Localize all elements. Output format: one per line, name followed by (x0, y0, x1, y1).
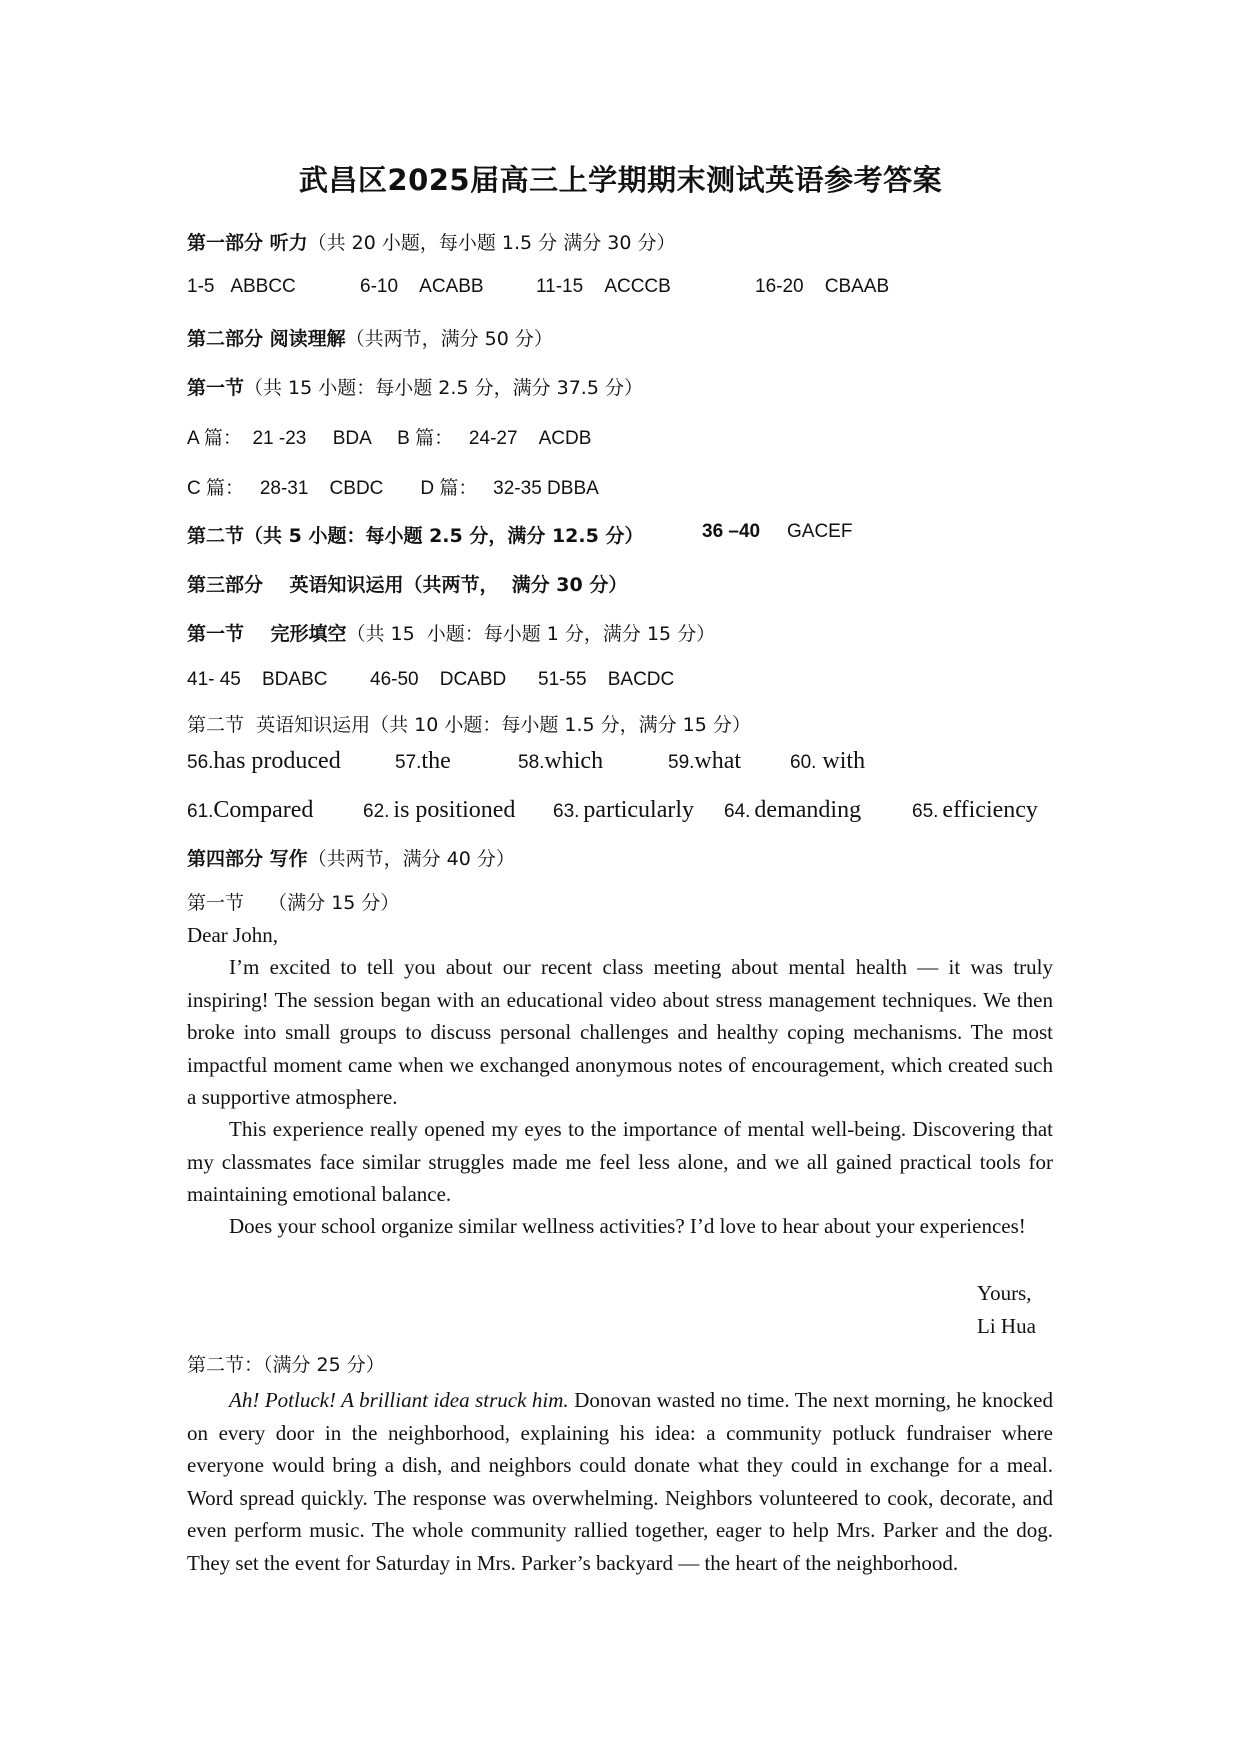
part4-sec2-heading: 第二节：（满分 25 分） (187, 1354, 385, 1376)
reading-answers-row2: C 篇： 28-31 CBDC D 篇： 32-35 DBBA (187, 478, 599, 499)
blank-answer: 57.the (395, 748, 451, 774)
letter-paragraph-1: I’m excited to tell you about our recent class meeting about mental health — it was truly inspiring! The session began with an educational video about stress management techniques. We then broke into small groups to discuss personal challenges and healthy coping mechanisms. The most impactful moment came when we exchanged anonymous notes of encouragement, which created such a supportive atmosphere. (187, 955, 1053, 1109)
blank-answer: 59.what (668, 748, 742, 774)
story-paragraph (187, 1384, 1053, 1579)
blank-answer: 58.which (518, 748, 604, 774)
part2-sec2-line (187, 521, 853, 548)
blank-answer: 61.Compared (187, 797, 314, 823)
letter-paragraph-3: Does your school organize similar wellness activities? I’d love to hear about your experiences! (229, 1214, 1026, 1238)
part3-sec1-note: （共 15 小题：每小题 1 分，满分 15 分） (346, 623, 716, 645)
part4-sec1-heading: 第一节 （满分 15 分） (187, 892, 400, 914)
part3-heading: 第三部分 英语知识运用（共两节， 满分 30 分） (187, 574, 628, 596)
answer-group: 51-55 BACDC (538, 669, 675, 690)
answer-group: 46-50 DCABD (370, 669, 507, 690)
letter-paragraph-2: This experience really opened my eyes to the importance of mental well-being. Discovering that my classmates face similar struggles made me feel less alone, and we all gained practical tools for maintaining emotional balance. (187, 1117, 1053, 1206)
page-title: 武昌区2025届高三上学期期末测试英语参考答案 (298, 163, 943, 197)
part2-heading: 第二部分 阅读理解 (187, 328, 346, 350)
part2-heading-line (187, 324, 553, 351)
part4-heading: 第四部分 写作 (187, 848, 308, 870)
reading-answers-row1: A 篇： 21 -23 BDA B 篇： 24-27 ACDB (187, 428, 592, 449)
answer-group: 6-10 ACABB (360, 276, 484, 297)
part2-sec1-note: （共 15 小题：每小题 2.5 分，满分 37.5 分） (244, 377, 643, 399)
blank-answer: 62. is positioned (363, 797, 516, 823)
letter-greeting: Dear John, (187, 923, 278, 947)
part2-sec1-heading: 第一节 (187, 377, 245, 399)
part2-note: （共两节，满分 50 分） (345, 328, 553, 350)
part4-heading-line (187, 844, 515, 871)
answer-group: 41- 45 BDABC (187, 669, 328, 690)
blank-answer: 60. with (790, 748, 866, 774)
blank-answer: 64. demanding (724, 797, 862, 823)
letter-signature: Li Hua (977, 1314, 1036, 1338)
answer-group: 11-15 ACCCB (536, 276, 671, 297)
part2-sec1-line (187, 373, 643, 400)
blank-answer: 56.has produced (187, 748, 341, 774)
part3-sec1-heading: 第一节 完形填空 (187, 623, 347, 645)
blank-answer: 65. efficiency (912, 797, 1038, 823)
part1-heading: 第一部分 听力 (187, 232, 308, 254)
part3-sec1-line (187, 619, 715, 646)
part1-heading-line (187, 228, 675, 255)
story-opening-sentence: Ah! Potluck! A brilliant idea struck him. (229, 1388, 569, 1412)
answer-group: 16-20 CBAAB (755, 276, 890, 297)
part1-note: （共 20 小题，每小题 1.5 分 满分 30 分） (307, 232, 676, 254)
letter-closing: Yours, (977, 1281, 1032, 1305)
part2-sec2-answers: GACEF (787, 521, 853, 542)
blank-answer: 63. particularly (553, 797, 695, 823)
part2-sec2-heading: 第二节（共 5 小题：每小题 2.5 分，满分 12.5 分） (187, 525, 644, 547)
part2-sec2-range: 36 –40 (702, 521, 761, 542)
story-continuation: Donovan wasted no time. The next morning, he knocked on every door in the neighborhood, explaining his idea: a community potluck fundraiser where everyone would bring a dish, and neighbors could donate what they could in exchange for a meal. Word spread quickly. The response was overwhelming. Neighbors volunteered to cook, decorate, and even perform music. The whole community rallied together, eager to help Mrs. Parker and the dog. They set the event for Saturday in Mrs. Parker’s backyard — the heart of the neighborhood. (187, 1388, 1053, 1575)
part4-note: （共两节，满分 40 分） (307, 848, 515, 870)
part3-sec2-heading: 第二节 英语知识运用（共 10 小题：每小题 1.5 分，满分 15 分） (187, 714, 751, 736)
answer-group: 1-5 ABBCC (187, 276, 296, 297)
